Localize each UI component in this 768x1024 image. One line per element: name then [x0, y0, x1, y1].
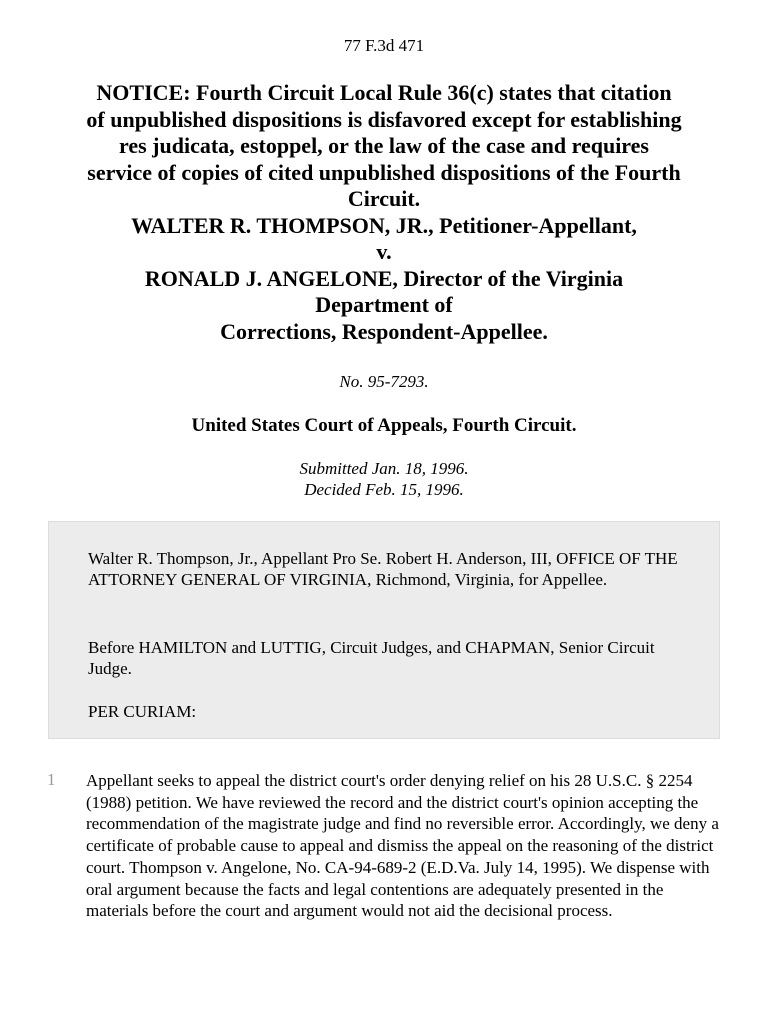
panel-text: Before HAMILTON and LUTTIG, Circuit Judges, and CHAPMAN, Senior Circuit Judge. — [88, 638, 655, 678]
notice-line: res judicata, estoppel, or the law of the case and requires — [118, 133, 649, 158]
paragraph-number[interactable]: 1 — [47, 770, 56, 789]
docket-number: No. 95-7293. — [339, 372, 429, 391]
counsel-text: Walter R. Thompson, Jr., Appellant Pro Se. Robert H. Anderson, III, OFFICE OF THE ATTORNEY GENERAL OF VIRGINIA, Richmond, Virginia, for Appellee. — [88, 549, 678, 589]
submitted-date: Submitted Jan. 18, 1996. — [299, 459, 469, 478]
respondent-name: RONALD J. ANGELONE, Director of the Virginia — [144, 265, 624, 291]
case-dates — [0, 458, 768, 500]
opinion-type: PER CURIAM: — [88, 702, 197, 721]
versus-label: v. — [376, 239, 392, 264]
decided-date: Decided Feb. 15, 1996. — [304, 480, 464, 499]
petitioner-name: WALTER R. THOMPSON, JR., Petitioner-Appellant, — [131, 212, 637, 238]
notice-line: of unpublished dispositions is disfavored except for establishing — [86, 106, 682, 132]
respondent-name: Department of — [315, 292, 453, 317]
case-info-box — [48, 521, 720, 739]
notice-line: Circuit. — [347, 186, 421, 211]
notice-line: service of copies of cited unpublished dispositions of the Fourth — [87, 159, 681, 185]
opinion-paragraph: Appellant seeks to appeal the district court's order denying relief on his 28 U.S.C. § 2254 (1988) petition. We have reviewed the record and the district court's opinion accepting the recommendation of the magistrate judge and find no reversible error. Accordingly, we deny a certificate of probable cause to appeal and dismiss the appeal on the reasoning of the district court. Thompson v. Angelone, No. CA-94-689-2 (E.D.Va. July 14, 1995). We dispense with oral argument because the facts and legal contentions are adequately presented in the materials before the court and argument would not aid the decisional process. — [86, 771, 719, 921]
reporter-citation: 77 F.3d 471 — [343, 36, 425, 55]
case-heading — [40, 80, 728, 345]
notice-line: NOTICE: Fourth Circuit Local Rule 36(c) states that citation — [96, 80, 672, 105]
court-name: United States Court of Appeals, Fourth Circuit. — [191, 415, 577, 436]
respondent-name: Corrections, Respondent-Appellee. — [220, 318, 548, 344]
